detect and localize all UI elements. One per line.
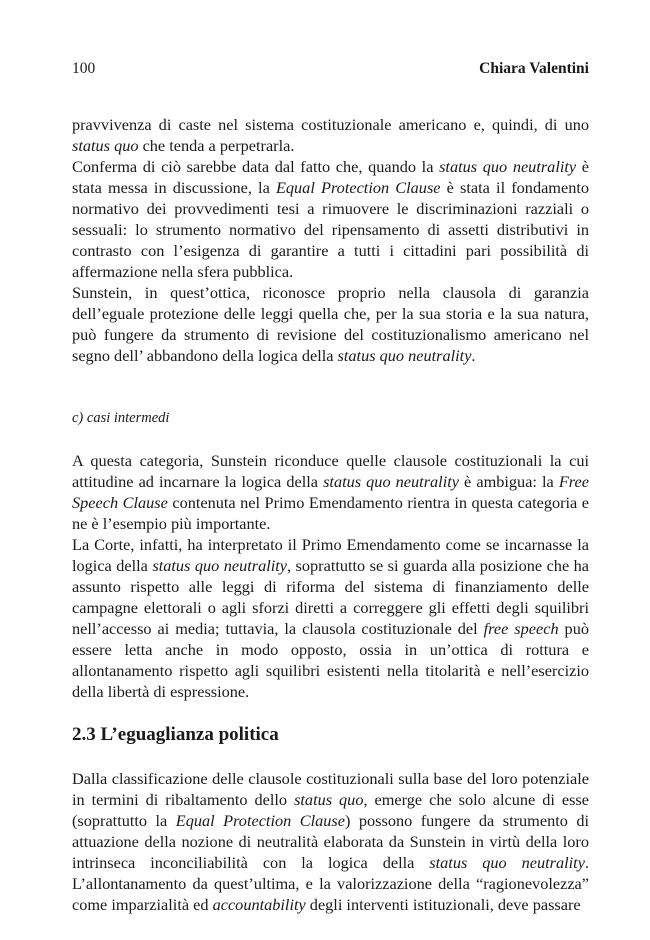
emphasis-text: accountability <box>212 895 306 914</box>
emphasis-text: status quo neutrality <box>337 346 472 365</box>
page-number: 100 <box>72 60 96 77</box>
emphasis-text: status quo neutrality <box>429 853 585 872</box>
page-body <box>72 114 589 915</box>
section-title: 2.3 L’eguaglianza politica <box>72 724 279 745</box>
emphasis-text: status quo <box>72 136 139 155</box>
paragraph: La Corte, infatti, ha interpretato il Primo Emendamento come se incarnasse la logica della status quo neutrality, soprattutto se si guarda alla posizione che ha assunto rispetto alle leggi di riforma del sistema di finanziamento delle campagne elettorali o agli sforzi diretti a correggere gli effetti degli squilibri nell’accesso ai media; tuttavia, la clausola costituzionale del free speech può essere letta anche in modo opposto, ossia in un’ottica di rottura e allontanamento rispetto agli squilibri esistenti nella titolarità e nell’esercizio della libertà di espressione. <box>72 535 590 701</box>
emphasis-text: status quo <box>294 790 364 809</box>
paragraph: pravvivenza di caste nel sistema costituzionale americano e, quindi, di uno status quo che tenda a perpetrarla. <box>72 115 589 155</box>
emphasis-text: Free Speech Clause <box>72 472 589 512</box>
paragraph: A questa categoria, Sunstein riconduce quelle clausole costituzionali la cui attitudine ad incarnare la logica della status quo neutrality è ambigua: la Free Speech Clause contenuta nel Primo Emendamento rientra in questa categoria e ne è l’esempio più importante. <box>72 451 590 533</box>
emphasis-text: Equal Protection Clause <box>175 811 345 830</box>
running-header <box>72 60 589 78</box>
paragraph: Dalla classificazione delle clausole costituzionali sulla base del loro potenziale in termini di ribaltamento dello status quo, emerge che solo alcune di esse (soprattutto la Equal Protection Clause) possono fungere da strumento di attuazione della nozione di neutralità elaborata da Sunstein in virtù della loro intrinseca inconciliabilità con la logica della status quo neutrality. L’allontanamento da quest’ultima, e la valorizzazione della “ragionevolezza” come imparzialità ed accountability degli interventi istituzionali, deve passare <box>72 769 590 914</box>
running-head-author: Chiara Valentini <box>479 60 589 77</box>
emphasis-text: status quo neutrality <box>439 157 577 176</box>
subheading: c) casi intermedi <box>72 410 170 426</box>
emphasis-text: Equal Protection Clause <box>275 178 441 197</box>
emphasis-text: status quo neutrality <box>323 472 459 491</box>
paragraph: Conferma di ciò sarebbe data dal fatto che, quando la status quo neutrality è stata messa in discussione, la Equal Protection Clause è stata il fondamento normativo dei provvedimenti tesi a rimuovere le discriminazioni razziali o sessuali: lo strumento normativo del ripensamento di assetti distributivi in contrasto con l’esigenza di garantire a tutti i cittadini pari possibilità di affermazione nella sfera pubblica. <box>72 157 590 281</box>
paragraph: Sunstein, in quest’ottica, riconosce proprio nella clausola di garanzia dell’eguale protezione delle leggi quella che, per la sua storia e la sua natura, può fungere da strumento di revisione del costituzionalismo americano nel segno dell’ abbandono della logica della status quo neutrality. <box>72 283 589 365</box>
emphasis-text: free speech <box>483 619 559 638</box>
emphasis-text: status quo neutrality <box>152 556 288 575</box>
